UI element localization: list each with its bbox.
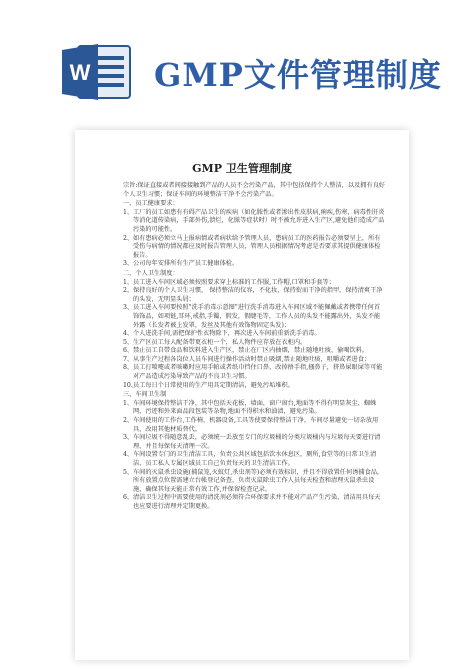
- list-item: [123, 235, 385, 261]
- list-item-text: 车间环境保持整洁干净，其中包括天花板，墙面，窗户窗台,地面等不得有明显灰尘，蜘蛛网，污迹和外来面品段包装等杂物,地面不得积水和油渍，避免污染。: [133, 399, 377, 416]
- list-item: [123, 451, 385, 468]
- list-item: [123, 279, 385, 288]
- list-item: [123, 417, 385, 434]
- list-item-number: 7、: [123, 355, 134, 363]
- list-item-text: 个人进洗手间,需把保护性衣物除下，再次进入车间前重新洗手消毒。: [133, 330, 321, 338]
- purpose-paragraph: 宗旨:保证直接或者间接接触到产品的人员不会污染产品，其中包括保持个人整洁，以及拥有良好个人卫生习惯；保证车间的环境整洁干净不会污染产品。: [123, 182, 385, 198]
- list-item-text: 公司每年安排所有生产员工健康体检。: [133, 260, 239, 268]
- section-heading: 三、车间卫生制: [123, 391, 167, 399]
- list-item: [123, 494, 385, 511]
- list-item-number: 6、: [123, 494, 134, 502]
- list-item-number: 4、: [123, 330, 134, 338]
- list-item: [123, 400, 385, 417]
- list-item-number: 6、: [123, 347, 134, 355]
- list-item: [123, 347, 385, 356]
- list-item-text: 如有患病必须立马上报病情或者病状给予管理人员，患病员工的医药报告必须要呈上，所有受伤与病情的情况都应及时报告管理人员，管理人员根据情况考虑是否要求其提供健康体检报告。: [133, 234, 381, 259]
- list-item-text: 工厂的员工如患有有碍产品卫生的疾病（如化脓性或者渗出性皮肤病,痢疾,伤寒，病毒性肝炎等消化道传染病，手部外伤,溃烂，化脓等症状时）时不被允许进入生产区,避免他们造成产品污染的可能性。: [133, 208, 385, 233]
- list-item-number: 4、: [123, 451, 134, 459]
- section2-list: [123, 279, 385, 391]
- list-item-number: 5、: [123, 468, 134, 476]
- section1-list: [123, 209, 385, 269]
- list-item: [123, 339, 385, 348]
- list-item-text: 车间垃圾不得随意乱丢，必须统一丢放至专门的垃圾桶的分类垃圾桶内与垃圾每天要进行清理，并且每保每天清理一次。: [133, 434, 381, 450]
- svg-text:W: W: [69, 60, 91, 85]
- list-item-text: 禁止员工自带食品和饮料进入生产区，禁止在厂区内抽烟，禁止随地吐痰，偷喝饮料。: [133, 347, 369, 355]
- document-body: [123, 182, 385, 512]
- section3-list: [123, 400, 385, 512]
- list-item-number: 1、: [123, 278, 134, 286]
- list-item-text: 员工每日个日常使用的生产用具定期清洁，避免污垢堆积。: [133, 381, 294, 389]
- section-heading: 一、员工健康要求：: [123, 200, 179, 208]
- list-item: [123, 434, 385, 451]
- list-item-text: 员工打喷嚏或者咳嗽时应用手帕或者纸巾挡住口鼻，改掉捂手指,搔鼻子，挤鼻屎眼屎等可能对产品造成污染导致产品的不良卫生习惯。: [133, 364, 383, 381]
- section-heading: 二、个人卫生制度：: [123, 269, 179, 277]
- list-item: [123, 364, 385, 381]
- list-item: [123, 209, 385, 235]
- list-item-text: 生产区员工每人配备带更衣柜一个，私人物件应存放在衣柜内。: [133, 338, 307, 346]
- list-item-number: 8、: [123, 364, 134, 372]
- document-page: [75, 130, 409, 660]
- list-item: [123, 382, 385, 391]
- list-item-text: 车间设置专门的卫生清洁工具，负责公共区域包括饮水休息区，厕所,食堂等的日常卫生清洁，员工私人专属区域员工自己负责每天的卫生清洁工作。: [133, 451, 377, 467]
- list-item-text: 员工进入车间区域必须按照要求穿上标准的工作服,工作帽,口罩和手套等；: [133, 278, 335, 286]
- list-item-text: 清洁卫生过程中需要使用的清洗剂必须符合环保要求并不能对产品产生污染，清洁用具每天也应要进行清理并定期更换。: [133, 494, 381, 510]
- list-item: [123, 304, 385, 330]
- word-icon: [58, 40, 134, 104]
- list-item-number: 1、: [123, 208, 134, 216]
- list-item: [123, 469, 385, 495]
- list-item-text: 保持良好的个人卫生习惯， 保持整洁的仪容，不化妆，保持衔而干净的指甲，保持清爽干净的头发，无明显头屑；: [133, 287, 383, 303]
- list-item: [123, 260, 385, 269]
- list-item-number: 5、: [123, 338, 134, 346]
- list-item-text: 车间使用的工作台,工作椅，机器设备,工具等使要保持整洁干净，车间尽量避免一切杂放用具，改用其他材质替代。: [133, 417, 379, 433]
- list-item-text: 从事生产过程各岗位人员车间进行操作活动时禁止吸烟,禁止随地吐痰，咀嚼或者进食；: [133, 355, 371, 363]
- list-item-number: 2、: [123, 234, 134, 242]
- list-item-number: 10、: [123, 381, 138, 389]
- document-title: GMP 卫生管理制度: [192, 162, 292, 175]
- list-item-number: 1、: [123, 399, 134, 407]
- list-item: [123, 287, 385, 304]
- list-item-number: 2、: [123, 417, 134, 425]
- list-item-number: 2、: [123, 287, 134, 295]
- list-item-number: 3、: [123, 304, 134, 312]
- page-title: GMP文件管理制度: [154, 56, 442, 94]
- list-item-text: 员工进入车间要按照"洗手消毒示意图"进行洗手消毒进入车间区域不能佩戴或者携带任何首饰饰品，如项链,耳环,戒指,手镯，假发，假睫毛等，工作人员的头发不能露出外，头发不能外露（长发者被上发罩，发丝及其他有效饰物固定头发)；: [133, 304, 381, 329]
- list-item-text: 车间的灭鼠杀虫设施(捕鼠笼,灭蚊灯,杀虫剂等)必须有效标识，并且不得放置任何诱捕食品，所有放置点位置需建立台帐登记备查，负责灭鼠除虫工作人员每天检查和清理灭鼠杀虫设施，确保其每天能正常有效工作,并保留检查记录。: [133, 468, 384, 493]
- list-item-number: 3、: [123, 260, 134, 268]
- list-item-number: 3、: [123, 434, 134, 442]
- list-item: [123, 330, 385, 339]
- banner: [0, 0, 474, 124]
